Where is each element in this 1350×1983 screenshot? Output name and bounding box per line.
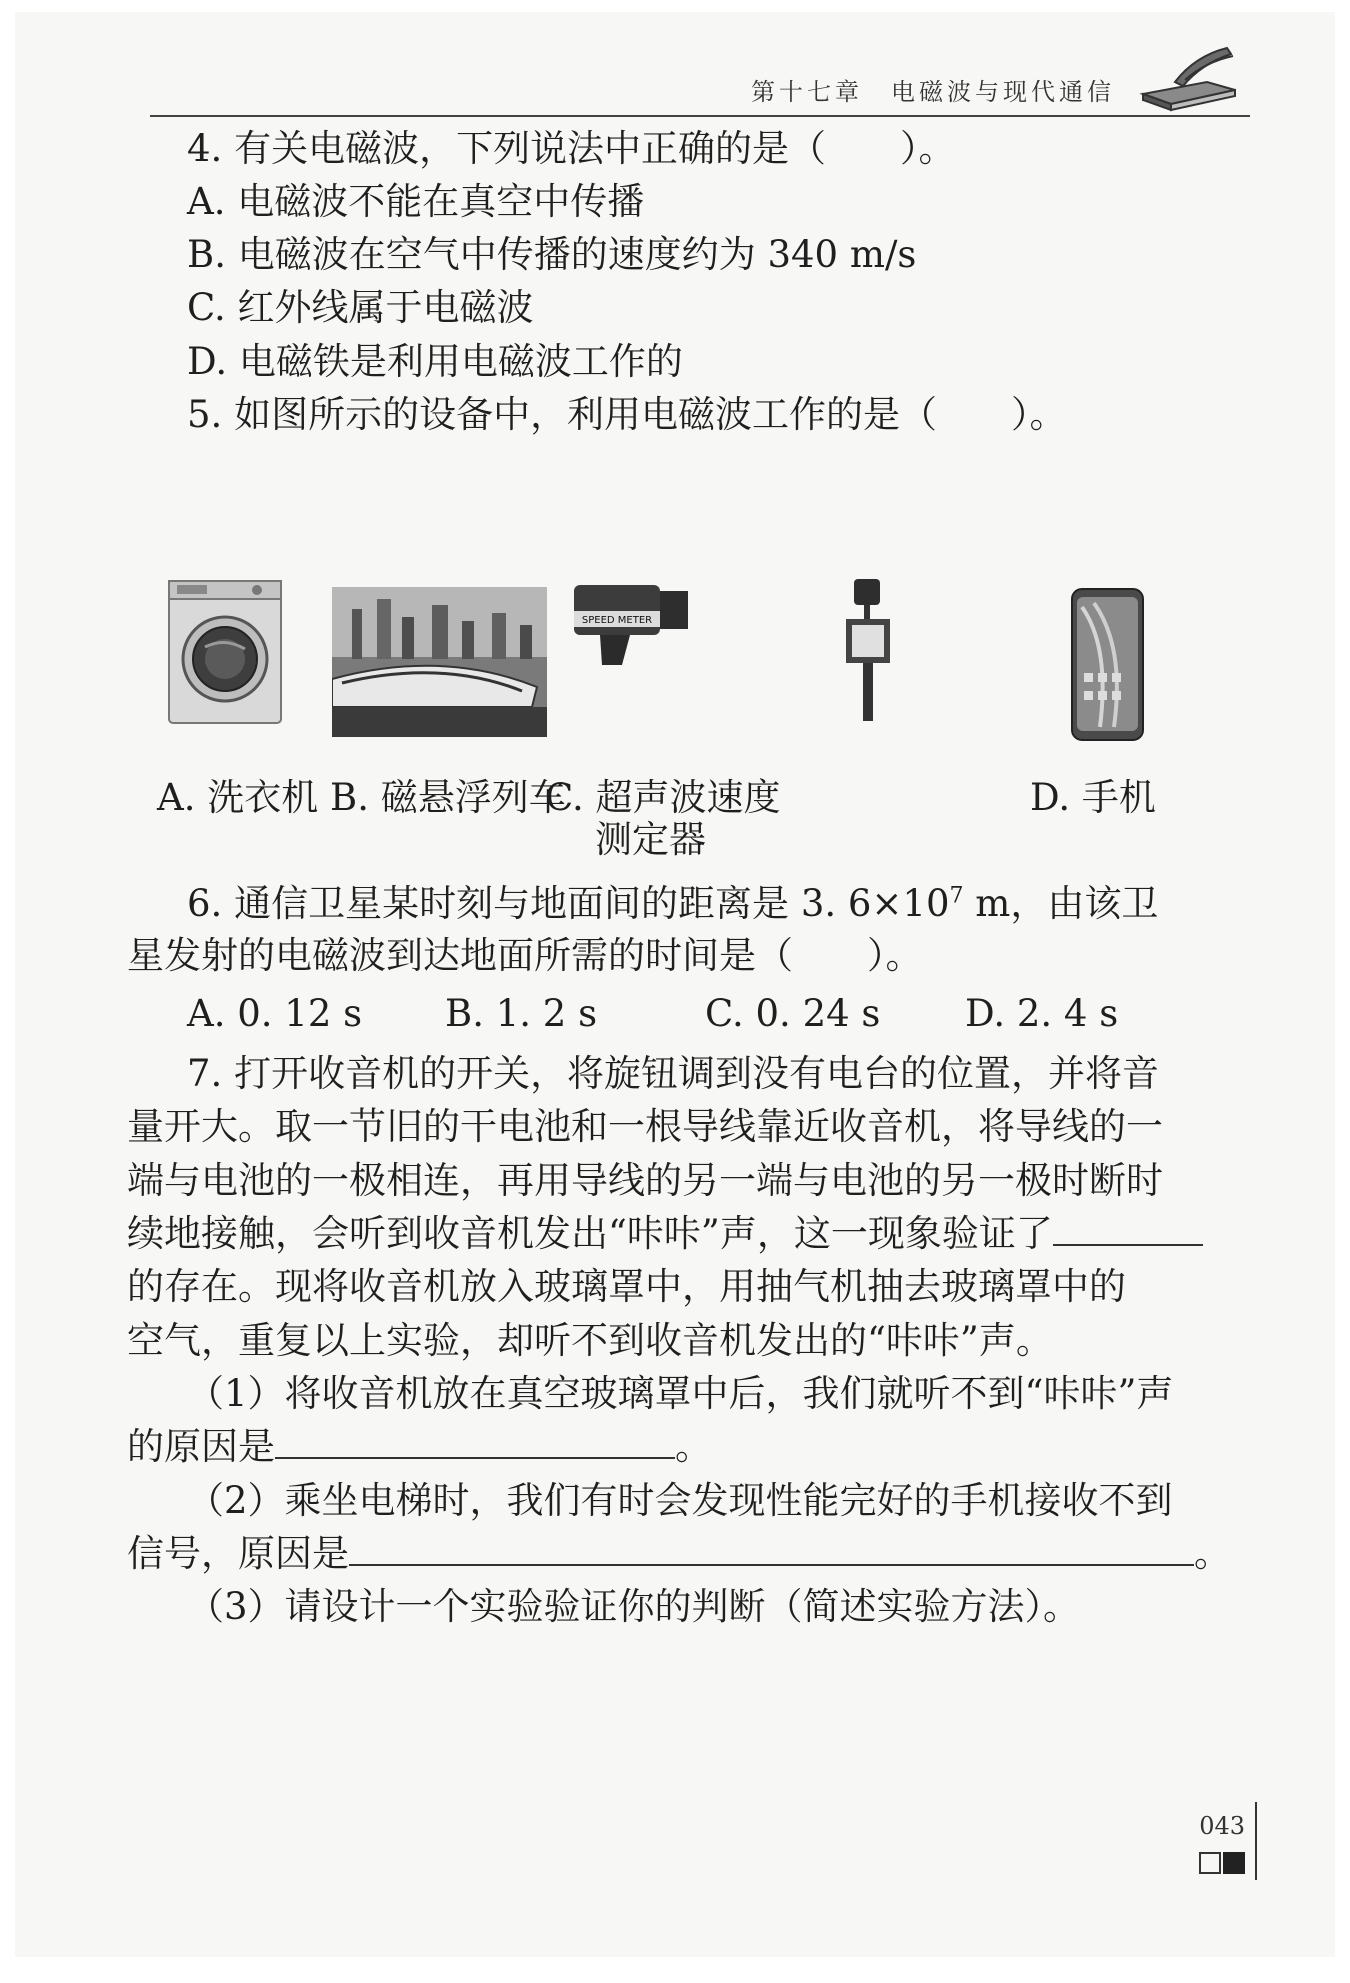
microphone-image: [840, 577, 895, 722]
q6-option-b: B. 1. 2 s: [445, 992, 598, 1035]
caption-speed-meter-line1: C. 超声波速度: [545, 776, 781, 819]
q7-line6: 空气，重复以上实验，却听不到收音机发出的“咔咔”声。: [127, 1319, 1053, 1362]
q4-option-a: A. 电磁波不能在真空中传播: [187, 180, 645, 223]
q6-option-c: C. 0. 24 s: [705, 992, 881, 1035]
book-icon: [1135, 42, 1245, 114]
q7-line2: 量开大。取一节旧的干电池和一根导线靠近收音机，将导线的一: [127, 1105, 1163, 1148]
q7-part3: （3）请设计一个实验验证你的判断（简述实验方法）。: [187, 1585, 1081, 1628]
caption-speed-meter-line2: 测定器: [595, 818, 706, 861]
caption-maglev-train: B. 磁悬浮列车: [330, 776, 566, 819]
maglev-train-image: [332, 587, 547, 737]
caption-washing-machine: A. 洗衣机: [157, 776, 319, 819]
q4-option-d: D. 电磁铁是利用电磁波工作的: [187, 340, 683, 383]
mobile-phone-image: [1070, 587, 1145, 742]
page-number: 043: [1199, 1812, 1245, 1840]
q6-stem-line1: [187, 882, 1158, 926]
q6-stem-line1-pre: 6. 通信卫星某时刻与地面间的距离是 3. 6×10: [187, 882, 950, 925]
caption-mobile-phone: D. 手机: [1030, 776, 1156, 819]
q7-line3: 端与电池的一极相连，再用导线的另一端与电池的另一极时断时: [127, 1159, 1163, 1202]
q6-stem-line2: 星发射的电磁波到达地面所需的时间是（ ）。: [127, 934, 923, 977]
q4-option-c: C. 红外线属于电磁波: [187, 286, 534, 329]
q7-line4: [127, 1212, 1203, 1256]
q6-stem-line1-post: m，由该卫: [963, 882, 1159, 925]
q7-part1-line1: （1）将收音机放在真空玻璃罩中后，我们就听不到“咔咔”声: [187, 1372, 1174, 1415]
q6-option-a: A. 0. 12 s: [187, 992, 363, 1035]
q7-part2-line2: [127, 1532, 1231, 1576]
q7-part2-line1: （2）乘坐电梯时，我们有时会发现性能完好的手机接收不到: [187, 1479, 1173, 1522]
q7-line5: 的存在。现将收音机放入玻璃罩中，用抽气机抽去玻璃罩中的: [127, 1265, 1126, 1308]
q7-part1-period: 。: [675, 1425, 712, 1468]
q7-part2-prefix: 信号，原因是: [127, 1532, 349, 1575]
filled-square-icon: [1223, 1852, 1245, 1874]
q4-stem: 4. 有关电磁波，下列说法中正确的是（ ）。: [187, 127, 956, 170]
q7-part2-period: 。: [1194, 1532, 1231, 1575]
header-rule: [150, 115, 1250, 117]
footer-marker: [1199, 1852, 1245, 1874]
washing-machine-image: [165, 577, 285, 727]
textbook-page: [15, 12, 1335, 1957]
q5-stem: 5. 如图所示的设备中，利用电磁波工作的是（ ）。: [187, 393, 1067, 436]
answer-blank-1[interactable]: [1053, 1244, 1203, 1246]
q7-line1: 7. 打开收音机的开关，将旋钮调到没有电台的位置，并将音: [187, 1052, 1160, 1095]
q7-part1-prefix: 的原因是: [127, 1425, 275, 1468]
q4-option-b: B. 电磁波在空气中传播的速度约为 340 m/s: [187, 233, 917, 276]
footer-rule: [1255, 1802, 1257, 1880]
q6-exponent: 7: [949, 883, 964, 909]
page-header: [150, 42, 1250, 117]
speed-meter-image: [570, 577, 710, 667]
chapter-title: 第十七章 电磁波与现代通信: [751, 78, 1115, 106]
q6-option-d: D. 2. 4 s: [965, 992, 1119, 1035]
q7-line4-text: 续地接触，会听到收音机发出“咔咔”声，这一现象验证了: [127, 1212, 1053, 1255]
q7-part1-line2: [127, 1425, 712, 1469]
answer-blank-3[interactable]: [349, 1564, 1194, 1566]
empty-square-icon: [1199, 1852, 1221, 1874]
answer-blank-2[interactable]: [275, 1457, 675, 1459]
speed-meter-label: SPEED METER: [581, 615, 653, 626]
